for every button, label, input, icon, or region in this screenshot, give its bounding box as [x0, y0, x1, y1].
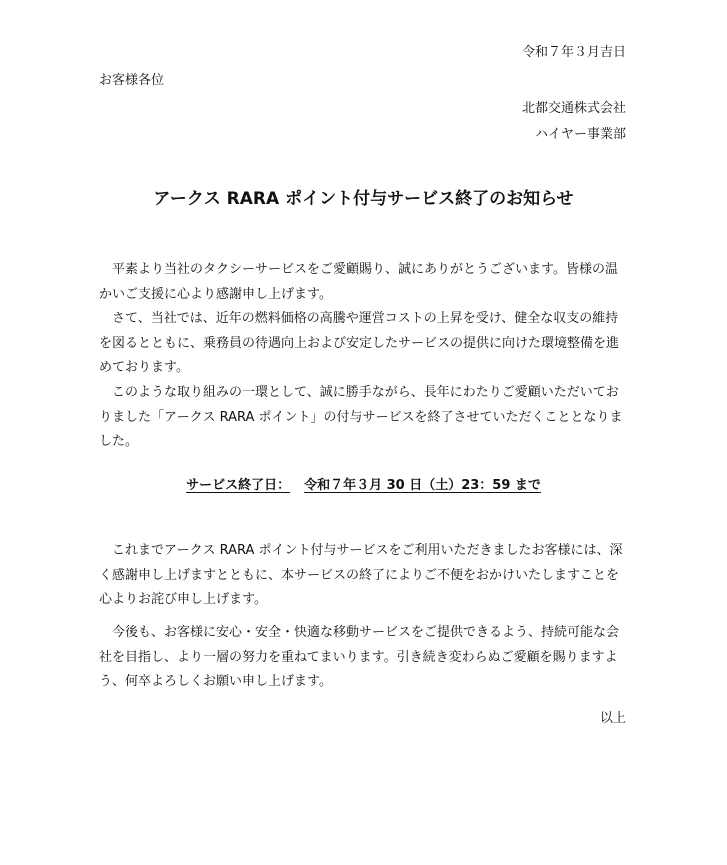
end-date-label: サービス終了日：	[186, 478, 291, 493]
service-end-date	[0, 476, 727, 496]
department-name: ハイヤー事業部	[534, 127, 626, 142]
paragraph-background: さて、当社では、近年の燃料価格の高騰や運営コストの上昇を受け、健全な収支の維持を図るとともに、乗務員の待遇向上および安定したサービスの提供に向けた環境整備を進めております。	[99, 311, 620, 375]
document-title: アークス RARA ポイント付与サービス終了のお知らせ	[153, 189, 574, 209]
paragraph-greeting: 平素より当社のタクシーサービスをご愛顧賜り、誠にありがとうございます。皆様の温かいご支援に心より感謝申し上げます。	[99, 262, 618, 302]
closing-word: 以上	[599, 711, 626, 726]
end-date-value: 令和７年３月 30 日（土）23：59 まで	[304, 478, 541, 493]
paragraph-apology: これまでアークス RARA ポイント付与サービスをご利用いただきましたお客様には、深く感謝申し上げますとともに、本サービスの終了によりご不便をおかけいたしますことを心よりお詫び申し上げます。	[99, 543, 623, 607]
paragraph-announcement: このような取り組みの一環として、誠に勝手ながら、長年にわたりご愛顧いただいておりました「アークス RARA ポイント」の付与サービスを終了させていただくこととなりました。	[99, 385, 623, 449]
company-name: 北都交通株式会社	[521, 101, 626, 116]
issue-date: 令和７年３月吉日	[521, 45, 626, 60]
paragraph-future: 今後も、お客様に安心・安全・快適な移動サービスをご提供できるよう、持続可能な会社を目指し、より一層の努力を重ねてまいります。引き続き変わらぬご愛顧を賜りますよう、何卒よろしくお願い申し上げます。	[99, 625, 620, 689]
recipient: お客様各位	[99, 73, 165, 88]
